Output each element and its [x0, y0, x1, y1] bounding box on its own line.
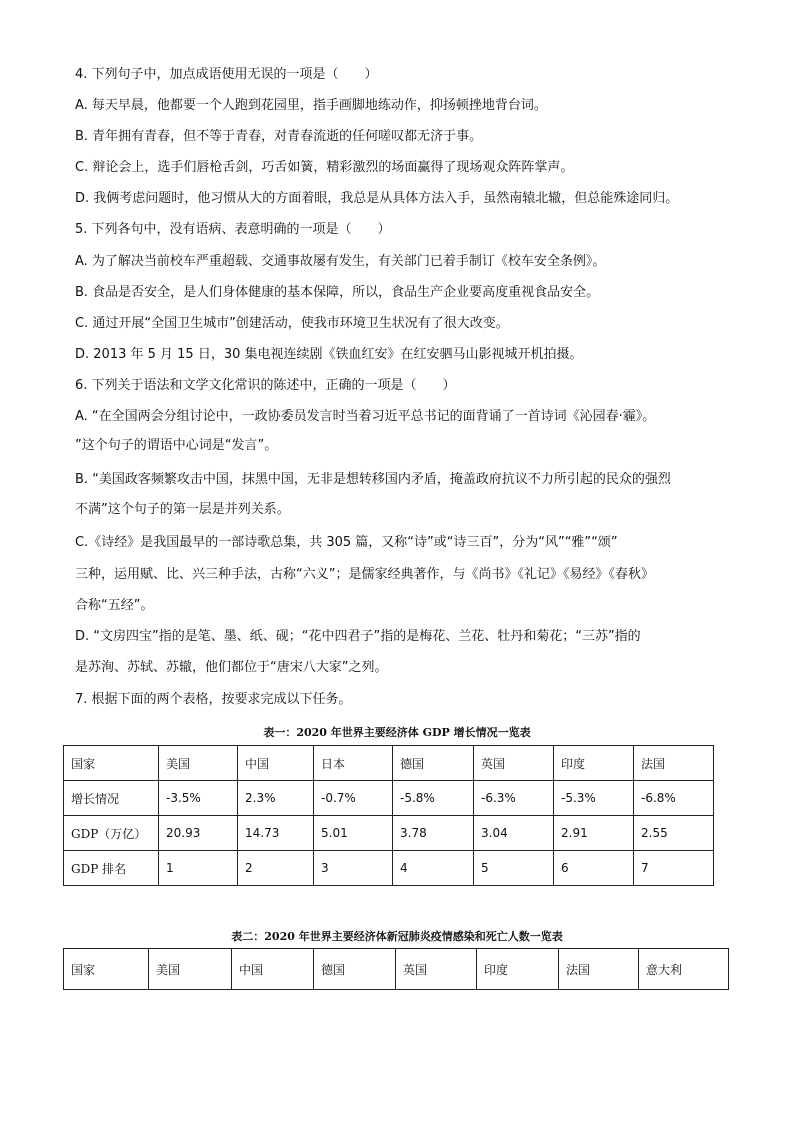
table-cell: 法国: [634, 746, 714, 781]
table-cell: 印度: [554, 746, 634, 781]
table-cell: 3.04: [474, 816, 554, 851]
table-cell: 20.93: [159, 816, 238, 851]
table-cell: 日本: [314, 746, 393, 781]
text-line: ”这个句子的谓语中心词是“发言”。: [75, 438, 278, 453]
table-cell: 5.01: [314, 816, 393, 851]
text-line: D. 我俩考虑问题时，他习惯从大的方面着眼，我总是从具体方法入手，虽然南辕北辙，但总能殊途同归。: [75, 191, 679, 206]
table-cell: 2.91: [554, 816, 634, 851]
text-line: D. 2013 年 5 月 15 日，30 集电视连续剧《铁血红安》在红安驷马山影视城开机拍摄。: [75, 347, 583, 362]
table-cell: -5.3%: [554, 781, 634, 816]
table-cell: 5: [474, 851, 554, 886]
text-line: B. 青年拥有青春，但不等于青春，对青春流逝的任何嗟叹都无济于事。: [75, 129, 483, 144]
table-cell: 4: [393, 851, 474, 886]
table-cell: 中国: [238, 746, 314, 781]
text-line: 4. 下列句子中，加点成语使用无误的一项是（ ）: [75, 67, 378, 82]
table-cell: 德国: [393, 746, 474, 781]
table-cell: 英国: [474, 746, 554, 781]
covid-table: [63, 948, 729, 990]
text-line: A. 为了解决当前校车严重超载、交通事故屡有发生，有关部门已着手制订《校车安全条例》。: [75, 254, 606, 269]
text-line: C. 通过开展“全国卫生城市”创建活动，使我市环境卫生状况有了很大改变。: [75, 316, 509, 331]
table-cell: 2.55: [634, 816, 714, 851]
table1-caption: 表一：2020 年世界主要经济体 GDP 增长情况一览表: [263, 726, 531, 739]
text-line: 不满”这个句子的第一层是并列关系。: [75, 502, 290, 517]
table-cell: 2.3%: [238, 781, 314, 816]
text-line: A. “在全国两会分组讨论中，一政协委员发言时当着习近平总书记的面背诵了一首诗词《沁园春·霾》。: [75, 409, 656, 424]
table-cell: 2: [238, 851, 314, 886]
table2-caption: 表二：2020 年世界主要经济体新冠肺炎疫情感染和死亡人数一览表: [231, 930, 563, 943]
table-cell: 3.78: [393, 816, 474, 851]
table-cell: -6.3%: [474, 781, 554, 816]
text-line: 三种，运用赋、比、兴三种手法，古称“六义”；是儒家经典著作，与《尚书》《礼记》《易经》《春秋》: [75, 567, 654, 582]
text-line: D. “文房四宝”指的是笔、墨、纸、砚；“花中四君子”指的是梅花、兰花、牡丹和菊花；“三苏”指的: [75, 629, 641, 644]
table-cell: -6.8%: [634, 781, 714, 816]
table-cell: 6: [554, 851, 634, 886]
text-line: 5. 下列各句中，没有语病、表意明确的一项是（ ）: [75, 222, 391, 237]
text-line: 6. 下列关于语法和文学文化常识的陈述中，正确的一项是（ ）: [75, 378, 456, 393]
table-cell: 中国: [232, 949, 314, 990]
table-cell: 14.73: [238, 816, 314, 851]
text-line: A. 每天早晨，他都要一个人跑到花园里，指手画脚地练动作，抑扬顿挫地背台词。: [75, 98, 547, 113]
text-line: 7. 根据下面的两个表格，按要求完成以下任务。: [75, 692, 352, 707]
table-cell: 美国: [149, 949, 232, 990]
table-cell: GDP（万亿）: [64, 816, 159, 851]
table-cell: 法国: [559, 949, 639, 990]
table-cell: 国家: [64, 949, 149, 990]
table-row: [64, 949, 729, 990]
table-cell: -5.8%: [393, 781, 474, 816]
text-line: C.《诗经》是我国最早的一部诗歌总集，共 305 篇，又称“诗”或“诗三百”，分为“风”“雅”“颂”: [75, 535, 618, 550]
table-row: [64, 746, 714, 781]
table-row: [64, 816, 714, 851]
table-cell: 德国: [314, 949, 396, 990]
table-cell: 美国: [159, 746, 238, 781]
table-cell: -0.7%: [314, 781, 393, 816]
text-line: 是苏洵、苏轼、苏辙，他们都位于“唐宋八大家”之列。: [75, 660, 388, 675]
table-cell: 增长情况: [64, 781, 159, 816]
table-cell: 1: [159, 851, 238, 886]
table-cell: 英国: [396, 949, 477, 990]
table-cell: 印度: [477, 949, 559, 990]
table-cell: 意大利: [639, 949, 729, 990]
text-line: 合称“五经”。: [75, 598, 154, 613]
table-row: [64, 781, 714, 816]
text-line: B. 食品是否安全，是人们身体健康的基本保障，所以，食品生产企业要高度重视食品安全。: [75, 285, 600, 300]
table-cell: 7: [634, 851, 714, 886]
text-line: C. 辩论会上，选手们唇枪舌剑，巧舌如簧，精彩激烈的场面赢得了现场观众阵阵掌声。: [75, 160, 574, 175]
text-line: B. “美国政客频繁攻击中国，抹黑中国，无非是想转移国内矛盾，掩盖政府抗议不力所引起的民众的强烈: [75, 472, 671, 487]
table-cell: GDP 排名: [64, 851, 159, 886]
table-cell: -3.5%: [159, 781, 238, 816]
gdp-table: [63, 745, 714, 886]
table-cell: 国家: [64, 746, 159, 781]
table-row: [64, 851, 714, 886]
table-cell: 3: [314, 851, 393, 886]
